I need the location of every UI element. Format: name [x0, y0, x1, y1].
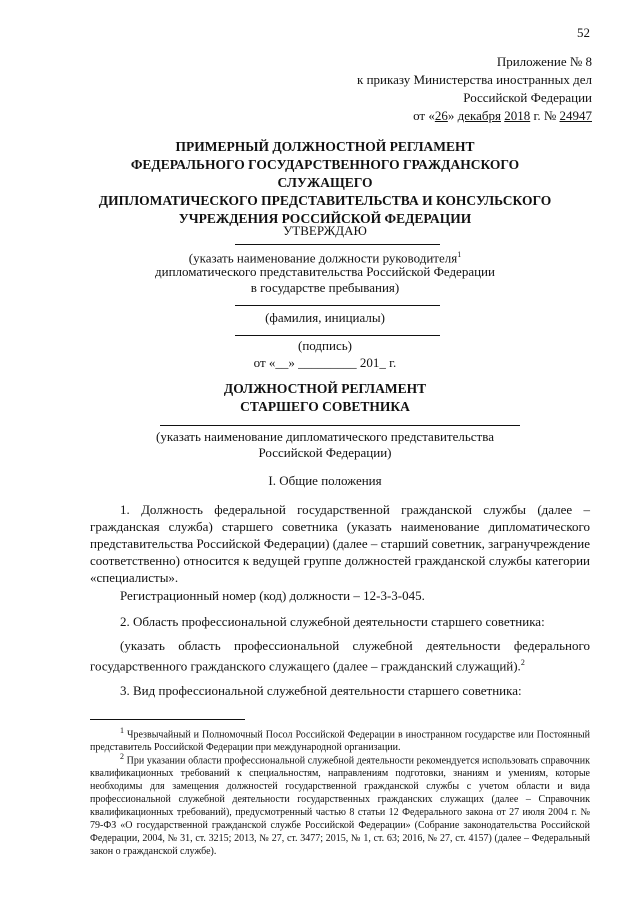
- mission-hint-line-2: Российской Федерации): [258, 445, 392, 460]
- date-suffix: г. №: [530, 108, 560, 123]
- date-day: 26: [434, 108, 448, 123]
- footnote-ref-1: 1: [457, 250, 462, 259]
- title-line-3: ДИПЛОМАТИЧЕСКОГО ПРЕДСТАВИТЕЛЬСТВА И КОНСУЛЬСКОГО: [98, 193, 552, 208]
- appendix-line-3: Российской Федерации: [463, 90, 592, 105]
- position-hint-line-1: (указать наименование должности руководителя$^1$: [188, 250, 462, 266]
- mission-hint-line-1: (указать наименование дипломатического представительства: [156, 429, 494, 444]
- paragraph-2: 2. Область профессиональной служебной деятельности старшего советника:: [120, 614, 545, 629]
- date-mid: »: [447, 108, 458, 123]
- date-prefix: от «: [413, 108, 435, 123]
- date-month: декабря: [457, 108, 501, 123]
- title-line-1: ПРИМЕРНЫЙ ДОЛЖНОСТНОЙ РЕГЛАМЕНТ: [175, 139, 475, 154]
- approval-date: от «__» _________ 201_ г.: [253, 355, 397, 370]
- paragraph-1: 1. Должность федеральной государственной гражданской службы (далее – гражданская служба) старшего советника (указать наименование дипломатического представительства Российской Федерации) (далее – старший советник, загранучреждение соответственно) относится к ведущей группе должностей гражданской службы категории «специалисты».: [90, 502, 590, 585]
- order-number: 24947: [559, 108, 592, 123]
- position-hint-line-3: в государстве пребывания): [250, 280, 400, 295]
- signature-line: [235, 335, 440, 336]
- footnote-2: $^2$ При указании области профессиональной служебной деятельности рекомендуется использовать справочник квалификационных требований к специальностям, направлениям подготовки, знаниям и умениям, которые необходимы для замещения должностей государственной гражданской службы с учетом области и вида профессиональной служебной деятельности государственных гражданских служащих (далее – Справочник квалификационных требований), предусмотренный частью 8 статьи 12 Федерального закона от 27 июля 2004 г. № 79-ФЗ «О государственной гражданской службе Российской Федерации» (Собрание законодательства Российской Федерации, 2004, № 31, ст. 3215; 2013, № 27, ст. 3477; 2015, № 1, ст. 63; 2016, № 27, ст. 4157) (далее – Федеральный закон о гражданской службе).: [90, 752, 591, 858]
- regulation-subtitle: [120, 380, 530, 416]
- approve-label: УТВЕРЖДАЮ: [283, 223, 367, 238]
- position-signature-line: [235, 244, 440, 245]
- footnote-2-mark: 2: [120, 752, 124, 761]
- title-line-2: ФЕДЕРАЛЬНОГО ГОСУДАРСТВЕННОГО ГРАЖДАНСКОГО СЛУЖАЩЕГО: [130, 157, 520, 190]
- footnote-ref-2: 2: [520, 658, 525, 667]
- appendix-line-2: к приказу Министерства иностранных дел: [357, 72, 592, 87]
- date-year: 2018: [504, 108, 531, 123]
- title-line-4: УЧРЕЖДЕНИЯ РОССИЙСКОЙ ФЕДЕРАЦИИ: [178, 211, 472, 226]
- signature-hint: (подпись): [298, 338, 352, 353]
- appendix-line-1: Приложение № 8: [496, 54, 592, 69]
- position-hint-line-2: дипломатического представительства Российской Федерации: [155, 264, 495, 279]
- appendix-block: [292, 53, 592, 125]
- footnote-separator: [90, 719, 245, 720]
- mission-name-line: [160, 425, 520, 426]
- registration-number: Регистрационный номер (код) должности – 12-3-3-045.: [120, 588, 425, 603]
- footnote-1-mark: 1: [120, 726, 124, 735]
- page-number: 52: [577, 25, 590, 40]
- subtitle-line-1: ДОЛЖНОСТНОЙ РЕГЛАМЕНТ: [223, 381, 427, 396]
- paragraph-3: 3. Вид профессиональной служебной деятельности старшего советника:: [120, 683, 522, 698]
- subtitle-line-2: СТАРШЕГО СОВЕТНИКА: [240, 399, 410, 414]
- appendix-date-line: [292, 107, 592, 125]
- name-line: [235, 305, 440, 306]
- name-hint: (фамилия, инициалы): [265, 310, 385, 325]
- document-title: [90, 138, 560, 228]
- footnote-1: $^1$ Чрезвычайный и Полномочный Посол Российской Федерации в иностранном государстве или Постоянный представитель Российской Федерации при международной организации.: [90, 726, 591, 754]
- paragraph-2-hint: (указать область профессиональной служебной деятельности федерального государственного гражданского служащего (далее – гражданский служащий).$^2$: [90, 638, 590, 674]
- section-heading: I. Общие положения: [268, 473, 382, 488]
